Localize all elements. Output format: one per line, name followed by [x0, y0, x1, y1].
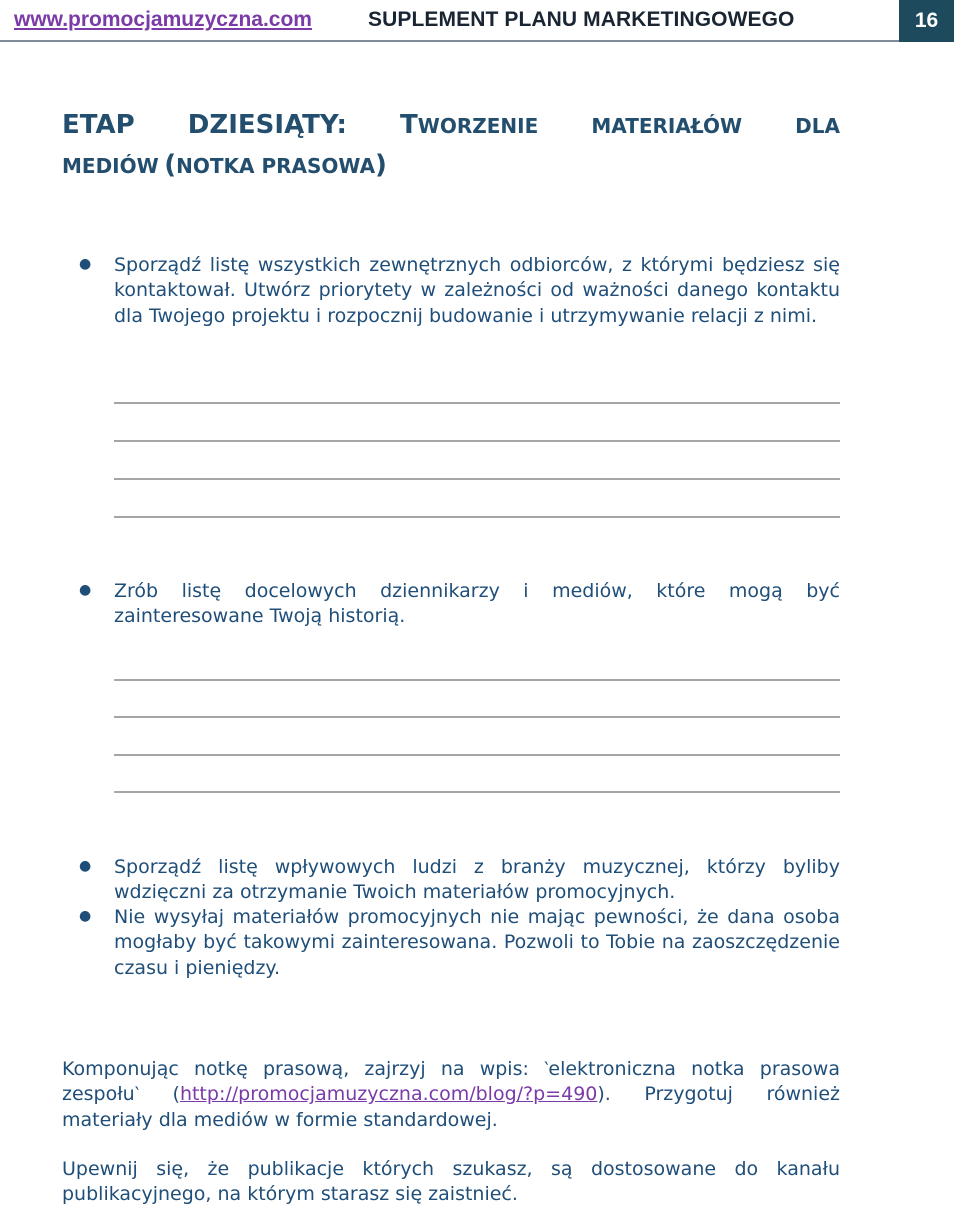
- bullet-text: Nie wysyłaj materiałów promocyjnych nie mając pewności, że dana osoba mogłaby być takowymi zainteresowana. Pozwoli to Tobie na zaoszczędzenie czasu i pieniędzy.: [114, 906, 840, 979]
- paragraph-publications: Upewnij się, że publikacje których szukasz, są dostosowane do kanału publikacyjnego, na którym starasz się zaistnieć.: [62, 1158, 840, 1206]
- page-number-badge: 16: [899, 0, 954, 42]
- bullet-marker: ●: [79, 582, 92, 598]
- bullet-text: Sporządź listę wpływowych ludzi z branży muzycznej, którzy byliby wdzięczni za otrzymanie Twoich materiałów promocyjnych.: [114, 856, 840, 904]
- site-link[interactable]: www.promocjamuzyczna.com: [14, 8, 312, 31]
- title-word: TWORZENIE: [400, 110, 539, 140]
- write-line: [114, 478, 840, 480]
- write-line: [114, 402, 840, 404]
- section-title: [62, 110, 840, 180]
- paragraph-press-note: Komponując notkę prasową, zajrzyj na wpis: ‵elektroniczna notka prasowa zespołu‵ (http://promocjamuzyczna.com/blog/?p=490). Przygotuj również materiały dla mediów w formie standardowej.: [62, 1058, 840, 1131]
- blog-link[interactable]: http://promocjamuzyczna.com/blog/?p=490: [179, 1083, 598, 1106]
- write-line: [114, 754, 840, 756]
- title-word: ETAP: [62, 110, 135, 140]
- bullet-text: Zrób listę docelowych dziennikarzy i mediów, które mogą być zainteresowane Twoją historią.: [114, 580, 840, 628]
- page-header: [0, 0, 960, 44]
- title-word: DZIESIĄTY:: [187, 110, 347, 140]
- write-line: [114, 679, 840, 681]
- bullet-marker: ●: [79, 256, 92, 272]
- write-line: [114, 516, 840, 518]
- section-title-line-2: MEDIÓW (NOTKA PRASOWA): [62, 150, 387, 180]
- write-line: [114, 716, 840, 718]
- section-title-line-1: [62, 110, 840, 146]
- title-word: DLA: [795, 114, 840, 138]
- bullet-marker: ●: [79, 908, 92, 924]
- write-line: [114, 791, 840, 793]
- header-title: SUPLEMENT PLANU MARKETINGOWEGO: [368, 8, 795, 31]
- bullet-marker: ●: [79, 858, 92, 874]
- bullet-text: Sporządź listę wszystkich zewnętrznych odbiorców, z którymi będziesz się kontaktował. Utwórz priorytety w zależności od ważności danego kontaktu dla Twojego projektu i rozpocznij budowanie i utrzymywanie relacji z nimi.: [114, 254, 840, 327]
- write-line: [114, 440, 840, 442]
- header-rule: [0, 40, 900, 42]
- title-word: MATERIAŁÓW: [591, 114, 743, 138]
